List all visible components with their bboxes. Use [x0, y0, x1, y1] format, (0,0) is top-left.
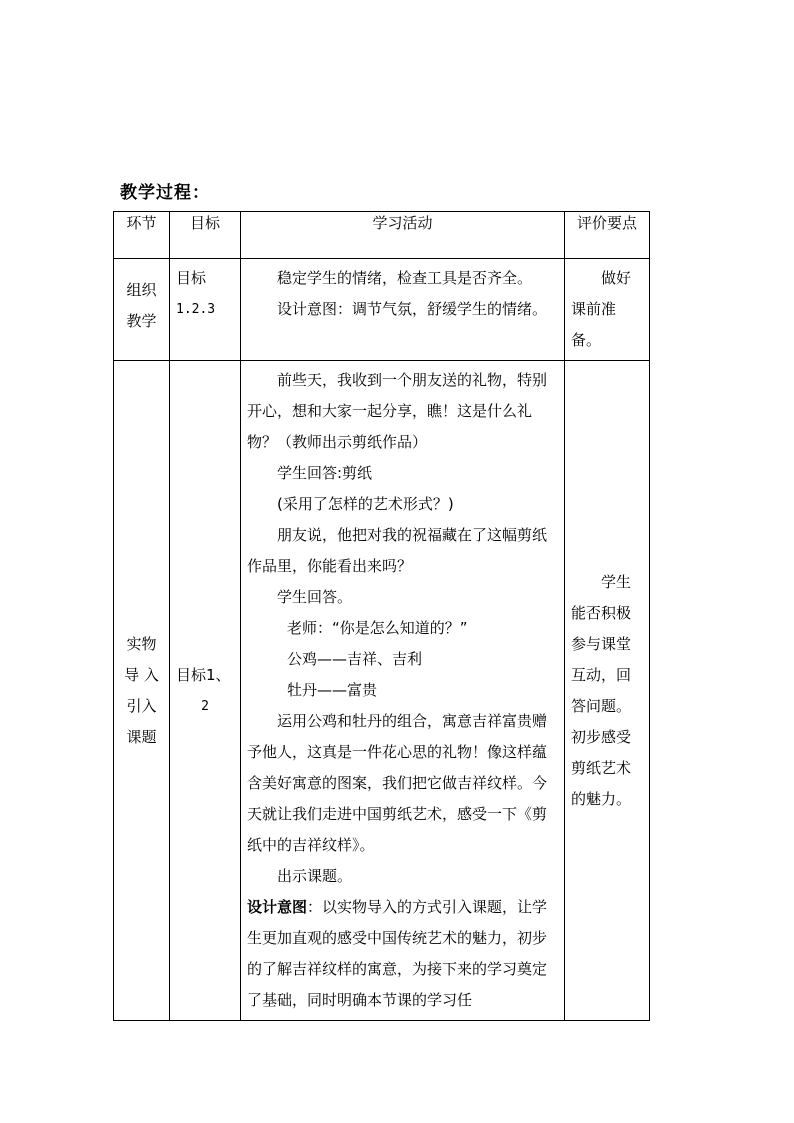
activity-paragraph: 学生回答:剪纸 — [277, 464, 373, 482]
activity-paragraph: 设计意图：调节气氛，舒缓学生的情绪。 — [277, 300, 548, 318]
stage-cell — [114, 259, 170, 361]
stage-line: 引入 — [126, 696, 157, 715]
header-stage: 环节 — [114, 212, 170, 259]
activity-paragraph: 朋友说，他把对我的祝福藏在了这幅剪纸作品里，你能看出来吗？ — [247, 526, 548, 575]
goal-numbers: 1.2.3 — [176, 302, 216, 317]
activity-paragraph: 前些天，我收到一个朋友送的礼物，特别开心，想和大家一起分享，瞧！这是什么礼物？（教师出示剪纸作品） — [247, 371, 548, 451]
activity-paragraph: 牡丹——富贵 — [287, 681, 378, 699]
evaluation-text: 做好课前准备。 — [571, 269, 632, 349]
header-goal: 目标 — [170, 212, 241, 259]
design-intent-paragraph — [247, 892, 558, 1016]
activity-cell — [241, 361, 565, 1021]
header-activity: 学习活动 — [241, 212, 565, 259]
stage-line: 导 入 — [124, 665, 159, 684]
activity-paragraph: 公鸡——吉祥、吉利 — [287, 650, 423, 668]
stage-line: 课题 — [126, 727, 157, 746]
goal-cell — [170, 259, 241, 361]
lesson-process-table — [113, 211, 650, 1021]
stage-cell — [114, 361, 170, 1021]
goal-label: 目标 — [176, 269, 207, 287]
evaluation-text: 学生能否积极参与课堂互动，回答问题。初步感受剪纸艺术的魅力。 — [571, 572, 632, 808]
evaluation-cell — [565, 259, 650, 361]
design-intent-label: 设计意图 — [247, 898, 308, 916]
header-evaluation: 评价要点 — [565, 212, 650, 259]
activity-paragraph: 稳定学生的情绪，检查工具是否齐全。 — [277, 269, 533, 287]
activity-paragraph: 运用公鸡和牡丹的组合，寓意吉祥富贵赠予他人，这真是一件花心思的礼物！像这样蕴含美好寓意的图案，我们把它做吉祥纹样。今天就让我们走进中国剪纸艺术，感受一下《剪纸中的吉祥纹样》。 — [247, 712, 548, 854]
design-intent-text: ：以实物导入的方式引入课题，让学生更加直观的感受中国传统艺术的魅力，初步的了解吉祥纹样的寓意，为接下来的学习奠定了基础，同时明确本节课的学习任 — [247, 898, 548, 1009]
goal-label: 目标1、 — [176, 665, 231, 684]
stage-line: 实物 — [126, 634, 157, 653]
activity-paragraph: 学生回答。 — [277, 588, 353, 606]
activity-cell — [241, 259, 565, 361]
stage-line: 教学 — [126, 312, 157, 330]
goal-cell — [170, 361, 241, 1021]
section-heading: 教学过程： — [120, 183, 210, 203]
activity-paragraph: (采用了怎样的艺术形式？) — [277, 495, 454, 513]
activity-paragraph: 出示课题。 — [277, 867, 353, 885]
evaluation-cell — [565, 361, 650, 1021]
table-header-row — [114, 212, 650, 259]
goal-numbers: 2 — [201, 698, 209, 714]
activity-paragraph: 老师：“你是怎么知道的？” — [287, 619, 468, 637]
stage-line: 组织 — [126, 281, 157, 299]
table-row — [114, 259, 650, 361]
table-row — [114, 361, 650, 1021]
